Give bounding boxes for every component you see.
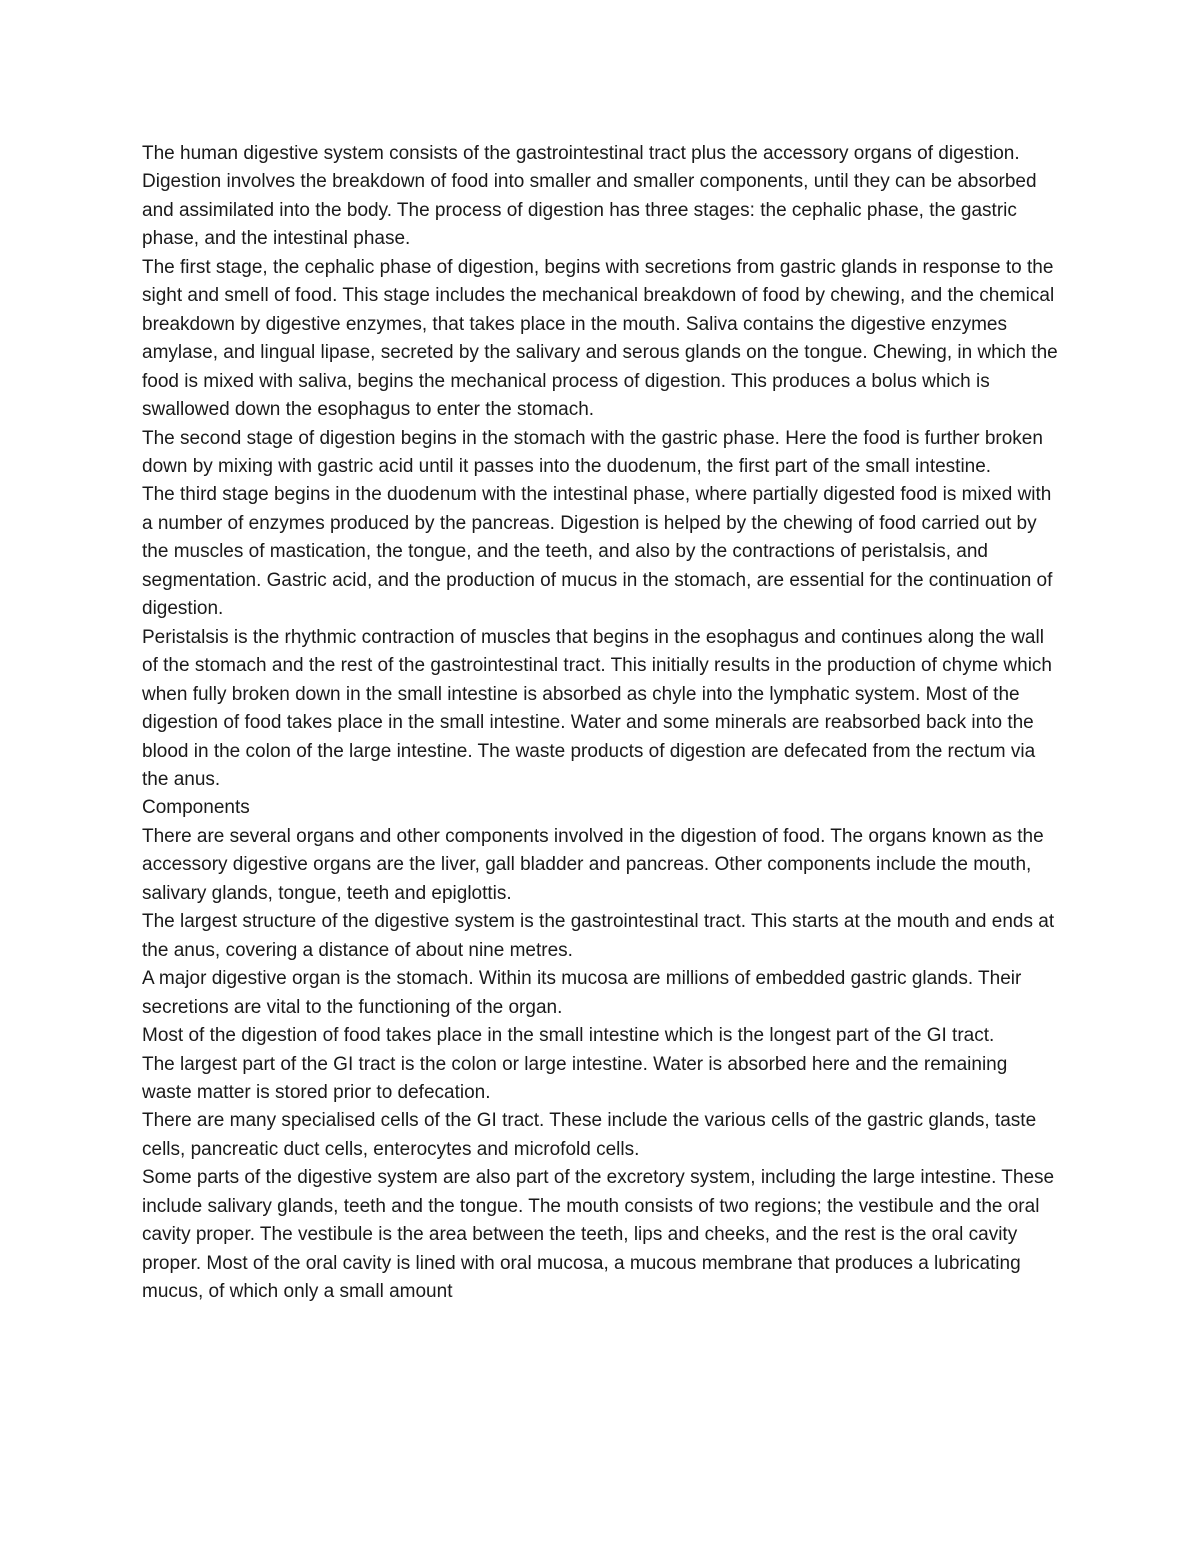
paragraph-cephalic-phase: The first stage, the cephalic phase of digestion, begins with secretions from gastric glands in response to the sight and smell of food. This stage includes the mechanical breakdown of food by chewing, and the chemical breakdown by digestive enzymes, that takes place in the mouth. Saliva contains the digestive enzymes amylase, and lingual lipase, secreted by the salivary and serous glands on the tongue. Chewing, in which the food is mixed with saliva, begins the mechanical process of digestion. This produces a bolus which is swallowed down the esophagus to enter the stomach. bbox=[142, 256, 1058, 421]
paragraph-gastric-phase: The second stage of digestion begins in the stomach with the gastric phase. Here the food is further broken down by mixing with gastric acid until it passes into the duodenum, the first part of the small intestine. bbox=[142, 427, 1043, 477]
paragraph-colon: The largest part of the GI tract is the colon or large intestine. Water is absorbed here and the remaining waste matter is stored prior to defecation. bbox=[142, 1053, 1008, 1103]
paragraph-excretory-system: Some parts of the digestive system are also part of the excretory system, including the large intestine. These include salivary glands, teeth and the tongue. The mouth consists of two regions; the vestibule and the oral cavity proper. The vestibule is the area between the teeth, lips and cheeks, and the rest is the oral cavity proper. Most of the oral cavity is lined with oral mucosa, a mucous membrane that produces a lubricating mucus, of which only a small amount bbox=[142, 1167, 1055, 1303]
document-page bbox=[142, 140, 1062, 1307]
paragraph-peristalsis: Peristalsis is the rhythmic contraction of muscles that begins in the esophagus and continues along the wall of the stomach and the rest of the gastrointestinal tract. This initially results in the production of chyme which when fully broken down in the small intestine is absorbed as chyle into the lymphatic system. Most of the digestion of food takes place in the small intestine. Water and some minerals are reabsorbed back into the blood in the colon of the large intestine. The waste products of digestion are defecated from the rectum via the anus. bbox=[142, 626, 1052, 790]
paragraph-gi-tract: The largest structure of the digestive system is the gastrointestinal tract. This starts at the mouth and ends at the anus, covering a distance of about nine metres. bbox=[142, 911, 1055, 961]
paragraph-components: There are several organs and other components involved in the digestion of food. The organs known as the accessory digestive organs are the liver, gall bladder and pancreas. Other components include the mouth, salivary glands, tongue, teeth and epiglottis. bbox=[142, 825, 1044, 904]
section-heading-components: Components bbox=[142, 797, 250, 819]
paragraph-specialised-cells: There are many specialised cells of the GI tract. These include the various cells of the gastric glands, taste cells, pancreatic duct cells, enterocytes and microfold cells. bbox=[142, 1110, 1037, 1160]
paragraph-intro: The human digestive system consists of the gastrointestinal tract plus the accessory organs of digestion. Digestion involves the breakdown of food into smaller and smaller components, until they can be absorbed and assimilated into the body. The process of digestion has three stages: the cephalic phase, the gastric phase, and the intestinal phase. bbox=[142, 143, 1037, 250]
paragraph-intestinal-phase: The third stage begins in the duodenum with the intestinal phase, where partially digested food is mixed with a number of enzymes produced by the pancreas. Digestion is helped by the chewing of food carried out by the muscles of mastication, the tongue, and the teeth, and also by the contractions of peristalsis, and segmentation. Gastric acid, and the production of mucus in the stomach, are essential for the continuation of digestion. bbox=[142, 484, 1053, 620]
paragraph-stomach: A major digestive organ is the stomach. Within its mucosa are millions of embedded gastric glands. Their secretions are vital to the functioning of the organ. bbox=[142, 968, 1022, 1018]
paragraph-small-intestine: Most of the digestion of food takes place in the small intestine which is the longest part of the GI tract. bbox=[142, 1025, 995, 1047]
